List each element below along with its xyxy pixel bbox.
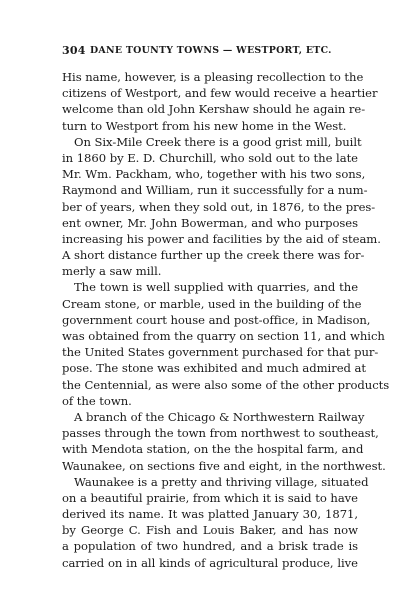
text-line: by George C. Fish and Louis Baker, and has now bbox=[62, 523, 358, 538]
text-line: ent owner, Mr. John Bowerman, and who purposes bbox=[62, 215, 358, 230]
paragraph-first-line: On Six-Mile Creek there is a good grist mill, built bbox=[74, 134, 362, 149]
text-line: a population of two hundred, and a brisk trade is bbox=[62, 539, 358, 554]
text-line: Waunakee, on sections five and eight, in the northwest. bbox=[62, 458, 386, 473]
text-line: welcome than old John Kershaw should he again re- bbox=[62, 102, 366, 117]
text-line: citizens of Westport, and few would receive a heartier bbox=[62, 86, 378, 101]
text-line: Raymond and William, run it successfully for a num- bbox=[62, 183, 368, 198]
text-line: increasing his power and facilities by the aid of steam. bbox=[62, 231, 381, 246]
text-line: the United States government purchased for that pur- bbox=[62, 345, 379, 360]
page-header bbox=[62, 44, 358, 58]
paragraph-first-line: A branch of the Chicago & Northwestern Railway bbox=[74, 409, 365, 424]
text-line: pose. The stone was exhibited and much admired at bbox=[62, 361, 366, 376]
page-body-text bbox=[62, 69, 390, 571]
text-line: in 1860 by E. D. Churchill, who sold out to the late bbox=[62, 150, 358, 165]
text-line: with Mendota station, on the the hospital farm, and bbox=[62, 442, 364, 457]
text-line: derived its name. It was platted January 30, 1871, bbox=[62, 507, 358, 522]
text-line: Cream stone, or marble, used in the building of the bbox=[62, 296, 362, 311]
text-line: A short distance further up the creek there was for- bbox=[62, 248, 365, 263]
text-line: ber of years, when they sold out, in 1876, to the pres- bbox=[62, 199, 376, 214]
paragraph-first-line: The town is well supplied with quarries, and the bbox=[74, 280, 358, 295]
running-head: DANE TOUNTY TOWNS — WESTPORT, ETC. bbox=[90, 45, 332, 56]
text-line: carried on in all kinds of agricultural produce, live bbox=[62, 555, 358, 570]
text-line: His name, however, is a pleasing recollection to the bbox=[62, 70, 364, 84]
paragraph-first-line: Waunakee is a pretty and thriving village, situated bbox=[74, 474, 369, 489]
page-number: 304 bbox=[62, 44, 86, 57]
text-line: turn to Westport from his new home in the West. bbox=[62, 118, 347, 133]
text-line: passes through the town from northwest to southeast, bbox=[62, 426, 379, 441]
text-line: of the town. bbox=[62, 393, 132, 408]
text-line: was obtained from the quarry on section 11, and which bbox=[62, 329, 385, 343]
text-line: the Centennial, as were also some of the other products bbox=[62, 377, 390, 392]
text-line: government court house and post-office, in Madison, bbox=[62, 312, 371, 327]
text-line: on a beautiful prairie, from which it is said to have bbox=[62, 490, 358, 505]
text-line: Mr. Wm. Packham, who, together with his two sons, bbox=[62, 167, 366, 182]
text-line: merly a saw mill. bbox=[62, 264, 162, 279]
